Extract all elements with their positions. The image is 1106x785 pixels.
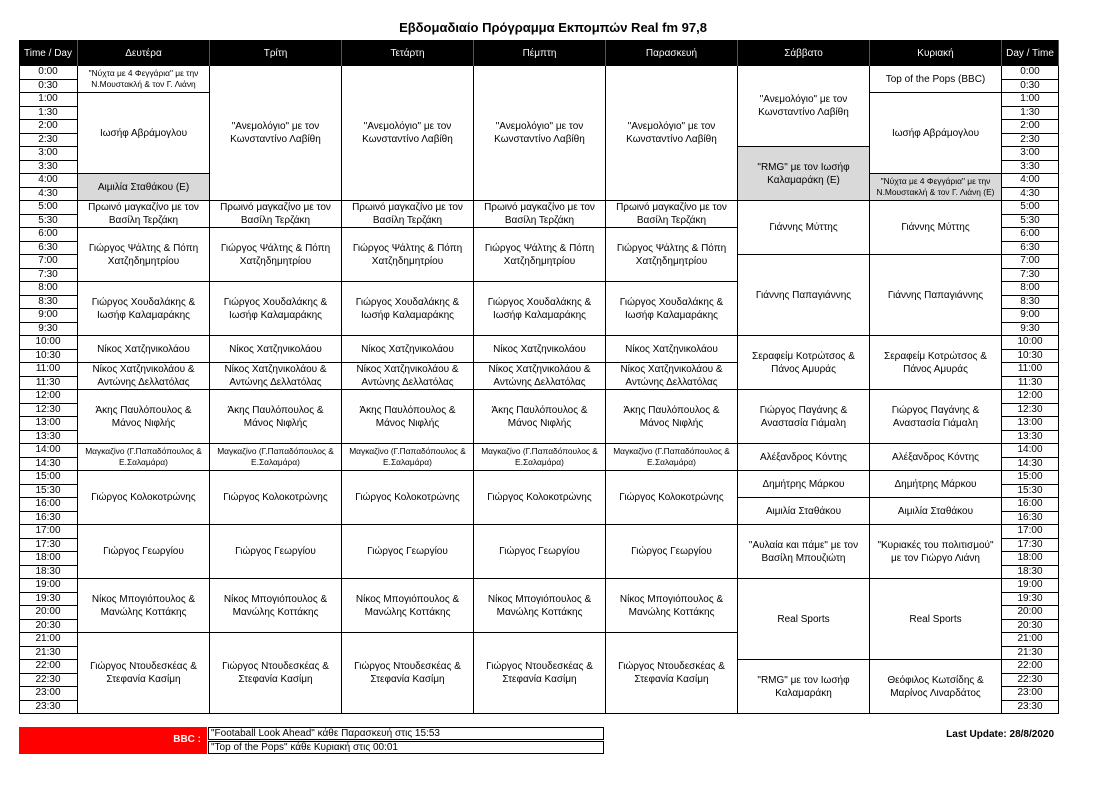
time-cell: 4:00 [1002, 174, 1059, 188]
program-cell: "Κυριακές του πολιτισμού" με τον Γιώργο Λιάνη [870, 525, 1002, 579]
time-cell: 16:30 [19, 512, 78, 526]
program-cell: Γιάννης Μύττης [738, 201, 870, 255]
time-cell: 18:00 [19, 552, 78, 566]
time-cell: 0:00 [1002, 66, 1059, 80]
program-cell: Νίκος Χατζηνικολάου [78, 336, 210, 363]
time-cell: 9:00 [1002, 309, 1059, 323]
program-cell: "RMG" με τον Ιωσήφ Καλαμαράκη [738, 660, 870, 714]
time-cell: 5:30 [1002, 215, 1059, 229]
header-day-5: Παρασκευή [606, 40, 738, 66]
time-cell: 7:00 [19, 255, 78, 269]
program-cell: Νίκος Χατζηνικολάου [474, 336, 606, 363]
time-cell: 15:00 [1002, 471, 1059, 485]
program-cell: Γιώργος Κολοκοτρώνης [606, 471, 738, 525]
program-cell: Γιώργος Χουδαλάκης & Ιωσήφ Καλαμαράκης [606, 282, 738, 336]
time-cell: 19:30 [19, 593, 78, 607]
program-cell: Γιώργος Ντουδεσκέας & Στεφανία Κασίμη [342, 633, 474, 714]
time-cell: 20:00 [19, 606, 78, 620]
time-cell: 17:30 [1002, 539, 1059, 553]
time-cell: 19:30 [1002, 593, 1059, 607]
program-cell: Γιώργος Ντουδεσκέας & Στεφανία Κασίμη [78, 633, 210, 714]
program-cell: Γιάννης Μύττης [870, 201, 1002, 255]
program-cell: Γιώργος Γεωργίου [474, 525, 606, 579]
time-cell: 1:00 [19, 93, 78, 107]
time-cell: 11:00 [1002, 363, 1059, 377]
time-cell: 3:00 [19, 147, 78, 161]
program-cell: Πρωινό μαγκαζίνο με τον Βασίλη Τερζάκη [606, 201, 738, 228]
time-cell: 6:00 [19, 228, 78, 242]
program-cell: Γιώργος Ψάλτης & Πόπη Χατζηδημητρίου [474, 228, 606, 282]
header-day-3: Τετάρτη [342, 40, 474, 66]
time-cell: 18:30 [1002, 566, 1059, 580]
program-cell: Αιμιλία Σταθάκου [738, 498, 870, 525]
time-cell: 21:00 [1002, 633, 1059, 647]
program-cell: Νίκος Χατζηνικολάου [606, 336, 738, 363]
header-day-time: Day / Time [1002, 40, 1059, 66]
program-cell: Νίκος Χατζηνικολάου & Αντώνης Δελλατόλας [78, 363, 210, 390]
program-cell: Αλέξανδρος Κόντης [738, 444, 870, 471]
time-cell: 19:00 [1002, 579, 1059, 593]
time-cell: 23:00 [19, 687, 78, 701]
program-cell: Γιώργος Γεωργίου [606, 525, 738, 579]
program-cell: Μαγκαζίνο (Γ.Παπαδόπουλος & Ε.Σαλαμάρα) [474, 444, 606, 471]
program-cell: Γιώργος Κολοκοτρώνης [210, 471, 342, 525]
program-cell: Αιμιλία Σταθάκου (Ε) [78, 174, 210, 201]
program-cell: Γιώργος Παγάνης & Αναστασία Γιάμαλη [738, 390, 870, 444]
program-cell: "Ανεμολόγιο" με τον Κωνσταντίνο Λαβίθη [342, 66, 474, 201]
program-cell: Γιάννης Παπαγιάννης [738, 255, 870, 336]
program-cell: "Ανεμολόγιο" με τον Κωνσταντίνο Λαβίθη [474, 66, 606, 201]
time-cell: 8:00 [19, 282, 78, 296]
bbc-label: BBC : [173, 734, 201, 745]
program-cell: "Ανεμολόγιο" με τον Κωνσταντίνο Λαβίθη [606, 66, 738, 201]
program-cell: "RMG" με τον Ιωσήφ Καλαμαράκη (Ε) [738, 147, 870, 201]
program-cell: Άκης Παυλόπουλος & Μάνος Νιφλής [210, 390, 342, 444]
time-cell: 22:30 [1002, 674, 1059, 688]
last-update: Last Update: 28/8/2020 [946, 729, 1054, 740]
time-cell: 2:00 [19, 120, 78, 134]
program-cell: Real Sports [738, 579, 870, 660]
time-cell: 22:00 [1002, 660, 1059, 674]
program-cell: Αλέξανδρος Κόντης [870, 444, 1002, 471]
time-cell: 16:00 [1002, 498, 1059, 512]
time-cell: 3:00 [1002, 147, 1059, 161]
program-cell: Γιώργος Ψάλτης & Πόπη Χατζηδημητρίου [606, 228, 738, 282]
time-cell: 13:00 [19, 417, 78, 431]
program-cell: "Αυλαία και πάμε" με τον Βασίλη Μπουζιώτη [738, 525, 870, 579]
time-cell: 6:30 [1002, 242, 1059, 256]
time-cell: 5:30 [19, 215, 78, 229]
time-cell: 22:00 [19, 660, 78, 674]
time-cell: 21:30 [19, 647, 78, 661]
time-cell: 15:30 [1002, 485, 1059, 499]
program-cell: Θεόφιλος Κωτσίδης & Μαρίνος Λιναρδάτος [870, 660, 1002, 714]
program-cell: Άκης Παυλόπουλος & Μάνος Νιφλής [342, 390, 474, 444]
time-cell: 12:00 [19, 390, 78, 404]
time-cell: 4:00 [19, 174, 78, 188]
header-day-2: Τρίτη [210, 40, 342, 66]
program-cell: Νίκος Χατζηνικολάου & Αντώνης Δελλατόλας [342, 363, 474, 390]
time-cell: 1:00 [1002, 93, 1059, 107]
time-cell: 5:00 [19, 201, 78, 215]
time-cell: 14:00 [1002, 444, 1059, 458]
program-cell: Μαγκαζίνο (Γ.Παπαδόπουλος & Ε.Σαλαμάρα) [78, 444, 210, 471]
program-cell: Σεραφείμ Κοτρώτσος & Πάνος Αμυράς [738, 336, 870, 390]
time-cell: 3:30 [1002, 161, 1059, 175]
time-cell: 17:30 [19, 539, 78, 553]
time-cell: 7:30 [19, 269, 78, 283]
time-cell: 23:30 [19, 701, 78, 715]
time-cell: 7:30 [1002, 269, 1059, 283]
bbc-note-2: "Top of the Pops" κάθε Κυριακή στις 00:01 [208, 741, 604, 754]
time-cell: 2:00 [1002, 120, 1059, 134]
bbc-label-box [19, 727, 207, 754]
time-cell: 10:00 [1002, 336, 1059, 350]
program-cell: Real Sports [870, 579, 1002, 660]
header-day-4: Πέμπτη [474, 40, 606, 66]
program-cell: Γιώργος Γεωργίου [342, 525, 474, 579]
program-cell: Γιώργος Γεωργίου [78, 525, 210, 579]
time-cell: 8:30 [19, 296, 78, 310]
page-title: Εβδομαδιαίο Πρόγραμμα Εκπομπών Real fm 97,8 [399, 20, 707, 35]
program-cell: Νίκος Μπογιόπουλος & Μανώλης Κοττάκης [474, 579, 606, 633]
time-cell: 11:30 [1002, 377, 1059, 391]
program-cell: Γιώργος Ψάλτης & Πόπη Χατζηδημητρίου [342, 228, 474, 282]
program-cell: Νίκος Χατζηνικολάου & Αντώνης Δελλατόλας [606, 363, 738, 390]
program-cell: Top of the Pops (BBC) [870, 66, 1002, 93]
program-cell: Νίκος Χατζηνικολάου & Αντώνης Δελλατόλας [474, 363, 606, 390]
program-cell: Γιώργος Χουδαλάκης & Ιωσήφ Καλαμαράκης [78, 282, 210, 336]
program-cell: Γιώργος Ψάλτης & Πόπη Χατζηδημητρίου [78, 228, 210, 282]
program-cell: Μαγκαζίνο (Γ.Παπαδόπουλος & Ε.Σαλαμάρα) [210, 444, 342, 471]
program-cell: Γιώργος Κολοκοτρώνης [78, 471, 210, 525]
time-cell: 5:00 [1002, 201, 1059, 215]
time-cell: 0:00 [19, 66, 78, 80]
time-cell: 2:30 [1002, 134, 1059, 148]
program-cell: Νίκος Μπογιόπουλος & Μανώλης Κοττάκης [606, 579, 738, 633]
time-cell: 8:30 [1002, 296, 1059, 310]
program-cell: Άκης Παυλόπουλος & Μάνος Νιφλής [474, 390, 606, 444]
time-cell: 10:30 [19, 350, 78, 364]
time-cell: 9:30 [19, 323, 78, 337]
program-cell: Μαγκαζίνο (Γ.Παπαδόπουλος & Ε.Σαλαμάρα) [606, 444, 738, 471]
time-cell: 11:30 [19, 377, 78, 391]
program-cell: Νίκος Μπογιόπουλος & Μανώλης Κοττάκης [342, 579, 474, 633]
time-cell: 6:00 [1002, 228, 1059, 242]
time-cell: 18:00 [1002, 552, 1059, 566]
program-cell: "Ανεμολόγιο" με τον Κωνσταντίνο Λαβίθη [210, 66, 342, 201]
time-cell: 3:30 [19, 161, 78, 175]
program-cell: Ιωσήφ Αβράμογλου [78, 93, 210, 174]
program-cell: Νίκος Μπογιόπουλος & Μανώλης Κοττάκης [78, 579, 210, 633]
program-cell: Γιώργος Κολοκοτρώνης [342, 471, 474, 525]
program-cell: "Νύχτα με 4 Φεγγάρια" με την Ν.Μουστακλή & τον Γ. Λιάνη [78, 66, 210, 93]
time-cell: 0:30 [19, 80, 78, 94]
program-cell: Νίκος Χατζηνικολάου [342, 336, 474, 363]
time-cell: 15:30 [19, 485, 78, 499]
time-cell: 21:00 [19, 633, 78, 647]
program-cell: Γιώργος Χουδαλάκης & Ιωσήφ Καλαμαράκης [474, 282, 606, 336]
time-cell: 12:30 [19, 404, 78, 418]
header-time-day: Time / Day [19, 40, 78, 66]
time-cell: 1:30 [1002, 107, 1059, 121]
time-cell: 11:00 [19, 363, 78, 377]
header-day-7: Κυριακή [870, 40, 1002, 66]
time-cell: 12:00 [1002, 390, 1059, 404]
program-cell: Δημήτρης Μάρκου [870, 471, 1002, 498]
program-cell: Γιάννης Παπαγιάννης [870, 255, 1002, 336]
time-cell: 17:00 [19, 525, 78, 539]
time-cell: 20:30 [1002, 620, 1059, 634]
program-cell: Άκης Παυλόπουλος & Μάνος Νιφλής [606, 390, 738, 444]
time-cell: 13:30 [1002, 431, 1059, 445]
time-cell: 7:00 [1002, 255, 1059, 269]
program-cell: Γιώργος Παγάνης & Αναστασία Γιάμαλη [870, 390, 1002, 444]
program-cell: Άκης Παυλόπουλος & Μάνος Νιφλής [78, 390, 210, 444]
time-cell: 9:30 [1002, 323, 1059, 337]
program-cell: Νίκος Χατζηνικολάου & Αντώνης Δελλατόλας [210, 363, 342, 390]
time-cell: 1:30 [19, 107, 78, 121]
time-cell: 13:30 [19, 431, 78, 445]
time-cell: 14:30 [1002, 458, 1059, 472]
program-cell: Γιώργος Κολοκοτρώνης [474, 471, 606, 525]
time-cell: 21:30 [1002, 647, 1059, 661]
header-day-6: Σάββατο [738, 40, 870, 66]
header-day-1: Δευτέρα [78, 40, 210, 66]
time-cell: 20:00 [1002, 606, 1059, 620]
program-cell: Σεραφείμ Κοτρώτσος & Πάνος Αμυράς [870, 336, 1002, 390]
program-cell: Ιωσήφ Αβράμογλου [870, 93, 1002, 174]
program-cell: Γιώργος Χουδαλάκης & Ιωσήφ Καλαμαράκης [342, 282, 474, 336]
program-cell: Νίκος Μπογιόπουλος & Μανώλης Κοττάκης [210, 579, 342, 633]
program-cell: Δημήτρης Μάρκου [738, 471, 870, 498]
time-cell: 16:00 [19, 498, 78, 512]
time-cell: 15:00 [19, 471, 78, 485]
time-cell: 12:30 [1002, 404, 1059, 418]
time-cell: 16:30 [1002, 512, 1059, 526]
time-cell: 20:30 [19, 620, 78, 634]
time-cell: 23:00 [1002, 687, 1059, 701]
time-cell: 10:30 [1002, 350, 1059, 364]
time-cell: 9:00 [19, 309, 78, 323]
time-cell: 14:00 [19, 444, 78, 458]
program-cell: Γιώργος Ντουδεσκέας & Στεφανία Κασίμη [210, 633, 342, 714]
time-cell: 14:30 [19, 458, 78, 472]
time-cell: 13:00 [1002, 417, 1059, 431]
bbc-note-1: "Footaball Look Ahead" κάθε Παρασκευή στις 15:53 [208, 727, 604, 740]
program-cell: Νίκος Χατζηνικολάου [210, 336, 342, 363]
program-cell: Γιώργος Χουδαλάκης & Ιωσήφ Καλαμαράκης [210, 282, 342, 336]
time-cell: 4:30 [19, 188, 78, 202]
program-cell: Πρωινό μαγκαζίνο με τον Βασίλη Τερζάκη [78, 201, 210, 228]
program-cell: Πρωινό μαγκαζίνο με τον Βασίλη Τερζάκη [342, 201, 474, 228]
time-cell: 10:00 [19, 336, 78, 350]
program-cell: Αιμιλία Σταθάκου [870, 498, 1002, 525]
program-cell: Γιώργος Ντουδεσκέας & Στεφανία Κασίμη [606, 633, 738, 714]
time-cell: 23:30 [1002, 701, 1059, 715]
program-cell: Μαγκαζίνο (Γ.Παπαδόπουλος & Ε.Σαλαμάρα) [342, 444, 474, 471]
time-cell: 2:30 [19, 134, 78, 148]
program-cell: Γιώργος Ντουδεσκέας & Στεφανία Κασίμη [474, 633, 606, 714]
program-cell: "Ανεμολόγιο" με τον Κωνσταντίνο Λαβίθη [738, 66, 870, 147]
program-cell: "Νύχτα με 4 Φεγγάρια" με την Ν.Μουστακλή & τον Γ. Λιάνη (Ε) [870, 174, 1002, 201]
time-cell: 4:30 [1002, 188, 1059, 202]
time-cell: 17:00 [1002, 525, 1059, 539]
time-cell: 0:30 [1002, 80, 1059, 94]
program-cell: Γιώργος Ψάλτης & Πόπη Χατζηδημητρίου [210, 228, 342, 282]
program-cell: Πρωινό μαγκαζίνο με τον Βασίλη Τερζάκη [210, 201, 342, 228]
time-cell: 22:30 [19, 674, 78, 688]
program-cell: Γιώργος Γεωργίου [210, 525, 342, 579]
time-cell: 18:30 [19, 566, 78, 580]
schedule-grid [19, 40, 1059, 714]
time-cell: 19:00 [19, 579, 78, 593]
time-cell: 8:00 [1002, 282, 1059, 296]
time-cell: 6:30 [19, 242, 78, 256]
program-cell: Πρωινό μαγκαζίνο με τον Βασίλη Τερζάκη [474, 201, 606, 228]
